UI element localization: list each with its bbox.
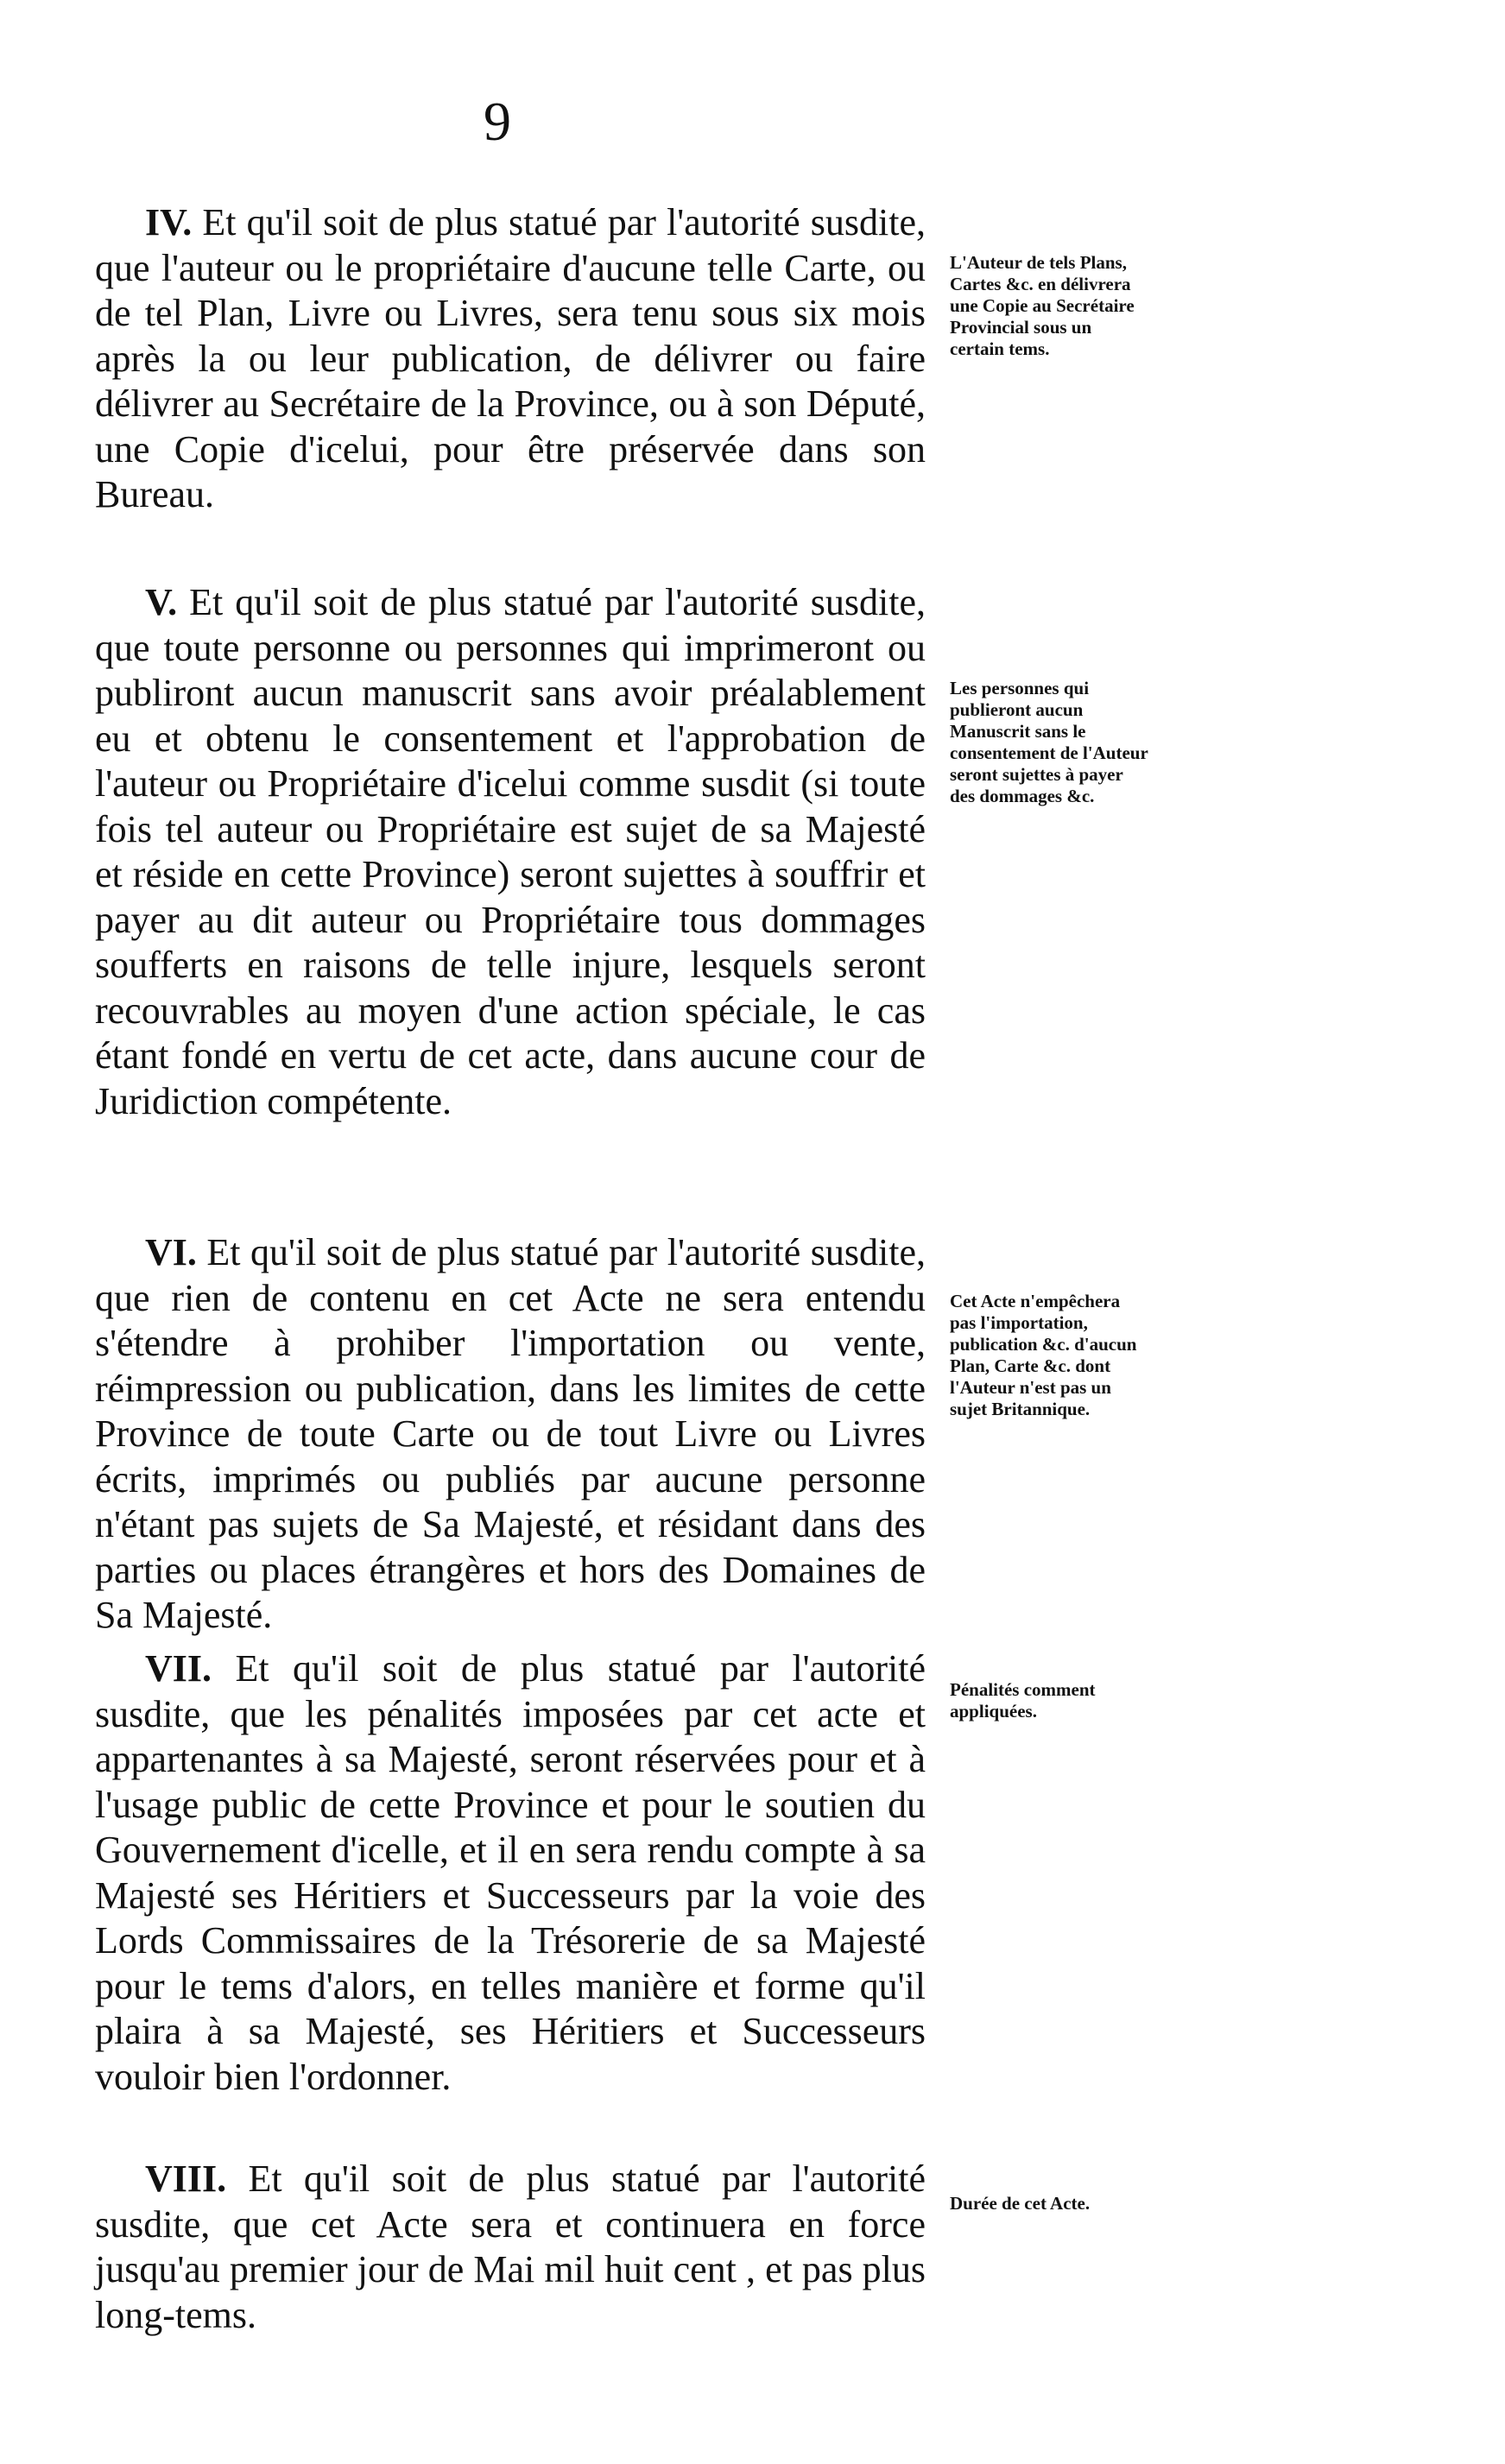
margin-note-vi: Cet Acte n'empêchera pas l'importation, publication &c. d'aucun Plan, Carte &c. dont l'Auteur n'est pas un sujet Britannique. [950, 1291, 1137, 1419]
article-text: Et qu'il soit de plus statué par l'autorité susdite, que les pénalités imposées par cet acte et appartenantes à sa Majesté, seront réservées pour et à l'usage public de cette Province et pour le soutien du Gouvernement d'icelle, et il en sera rendu compte à sa Majesté ses Héritiers et Successeurs par la voie des Lords Commissaires de la Trésorerie de sa Majesté pour le tems d'alors, en telles manière et forme qu'il plaira à sa Majesté, ses Héritiers et Successeurs vouloir bien l'ordonner. [95, 1647, 926, 2098]
page-number: 9 [484, 91, 511, 152]
article-number: VI. [145, 1231, 197, 1273]
article-number: IV. [145, 201, 193, 243]
article-text: Et qu'il soit de plus statué par l'autorité susdite, que cet Acte sera et continuera en force jusqu'au premier jour de Mai mil huit cent , et pas plus long-tems. [95, 2158, 926, 2336]
margin-note-v: Les personnes qui publieront aucun Manuscrit sans le consentement de l'Auteur seront sujettes à payer des dommages &c. [950, 678, 1148, 806]
article-number: VIII. [145, 2158, 227, 2200]
article-number: V. [145, 581, 178, 623]
article-viii [95, 2157, 926, 2338]
article-text: Et qu'il soit de plus statué par l'autorité susdite, que rien de contenu en cet Acte ne sera entendu s'étendre à prohiber l'importation ou vente, réimpression ou publication, dans les limites de cette Province de toute Carte ou de tout Livre ou Livres écrits, imprimés ou publiés par aucune personne n'étant pas sujets de Sa Majesté, et résidant dans des parties ou places étrangères et hors des Domaines de Sa Majesté. [95, 1231, 926, 1636]
margin-note-iv: L'Auteur de tels Plans, Cartes &c. en délivrera une Copie au Secrétaire Provincial sous un certain tems. [950, 252, 1135, 359]
article-text: Et qu'il soit de plus statué par l'autorité susdite, que l'auteur ou le propriétaire d'aucune telle Carte, ou de tel Plan, Livre ou Livres, sera tenu sous six mois après la ou leur publication, de délivrer ou faire délivrer au Secrétaire de la Province, ou à son Député, une Copie d'icelui, pour être préservée dans son Bureau. [95, 201, 926, 515]
article-v [95, 580, 926, 1124]
article-vii [95, 1646, 926, 2100]
margin-note-vii: Pénalités comment appliquées. [950, 1679, 1096, 1722]
margin-note-viii: Durée de cet Acte. [950, 2193, 1091, 2214]
article-number: VII. [145, 1647, 212, 1690]
article-text: Et qu'il soit de plus statué par l'autorité susdite, que toute personne ou personnes qui imprimeront ou publiront aucun manuscrit sans avoir préalablement eu et obtenu le consentement et l'approbation de l'auteur ou Propriétaire d'icelui comme susdit (si toute fois tel auteur ou Propriétaire est sujet de sa Majesté et réside en cette Province) seront sujettes à souffrir et payer au dit auteur ou Propriétaire tous dommages soufferts en raisons de telle injure, lesquels seront recouvrables au moyen d'une action spéciale, le cas étant fondé en vertu de cet acte, dans aucune cour de Juridiction compétente. [95, 581, 926, 1122]
article-vi [95, 1230, 926, 1639]
article-iv [95, 200, 926, 518]
